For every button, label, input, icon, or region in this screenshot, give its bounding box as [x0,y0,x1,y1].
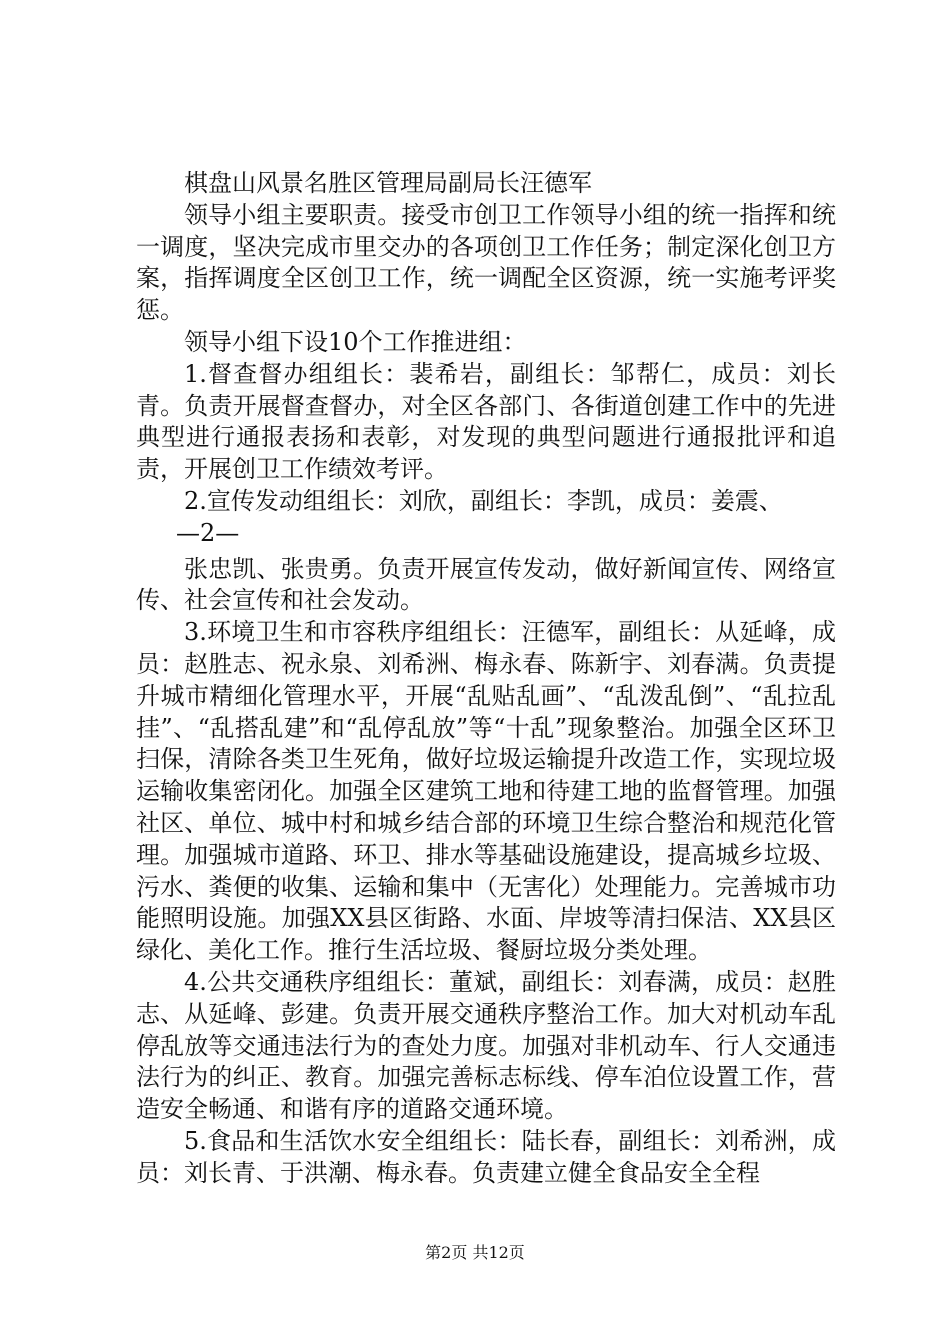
inner-page-number: —2— [176,518,240,547]
paragraph-group-3: 3.环境卫生和市容秩序组组长：汪德军，副组长：从延峰，成员：赵胜志、祝永泉、刘希洲、梅永春、陈新宇、刘春满。负责提升城市精细化管理水平，开展“乱贴乱画”、“乱泼乱倒”、“乱拉乱挂”、“乱搭乱建”和“乱停乱放”等“十乱”现象整治。加强全区环卫扫保，清除各类卫生死角，做好垃圾运输提升改造工作，实现垃圾运输收集密闭化。加强全区建筑工地和待建工地的监督管理。加强社区、单位、城中村和城乡结合部的环境卫生综合整治和规范化管理。加强城市道路、环卫、排水等基础设施建设，提高城乡垃圾、污水、粪便的收集、运输和集中（无害化）处理能力。完善城市功能照明设施。加强XX县区街路、水面、岸坡等清扫保洁、XX县区绿化、美化工作。推行生活垃圾、餐厨垃圾分类处理。 [136,618,836,965]
paragraph-group-5: 5.食品和生活饮水安全组组长：陆长春，副组长：刘希洲，成员：刘长青、于洪潮、梅永春。负责建立健全食品安全全程 [136,1126,836,1187]
document-body [136,168,836,1190]
paragraph-group-2-cont: 张忠凯、张贵勇。负责开展宣传发动，做好新闻宣传、网络宣传、社会宣传和社会发动。 [136,554,836,615]
paragraph-groups-intro: 领导小组下设10个工作推进组： [184,327,527,356]
page-footer: 第2页 共12页 [425,1243,525,1262]
paragraph-group-4: 4.公共交通秩序组组长：董斌，副组长：刘春满，成员：赵胜志、从延峰、彭建。负责开展交通秩序整治工作。加大对机动车乱停乱放等交通违法行为的查处力度。加强对非机动车、行人交通违法行为的纠正、教育。加强完善标志标线、停车泊位设置工作，营造安全畅通、和谐有序的道路交通环境。 [136,967,836,1124]
paragraph-group-1: 1.督查督办组组长：裴希岩，副组长：邹帮仁，成员：刘长青。负责开展督查督办，对全区各部门、各街道创建工作中的先进典型进行通报表扬和表彰，对发现的典型问题进行通报批评和追责，开展创卫工作绩效考评。 [136,359,836,484]
paragraph-official-name: 棋盘山风景名胜区管理局副局长汪德军 [184,169,592,197]
paragraph-duties: 领导小组主要职责。接受市创卫工作领导小组的统一指挥和统一调度，坚决完成市里交办的各项创卫工作任务；制定深化创卫方案，指挥调度全区创卫工作，统一调配全区资源，统一实施考评奖惩。 [136,200,836,325]
paragraph-group-2-start: 2.宣传发动组组长：刘欣，副组长：李凯，成员：姜震、 [184,486,783,515]
